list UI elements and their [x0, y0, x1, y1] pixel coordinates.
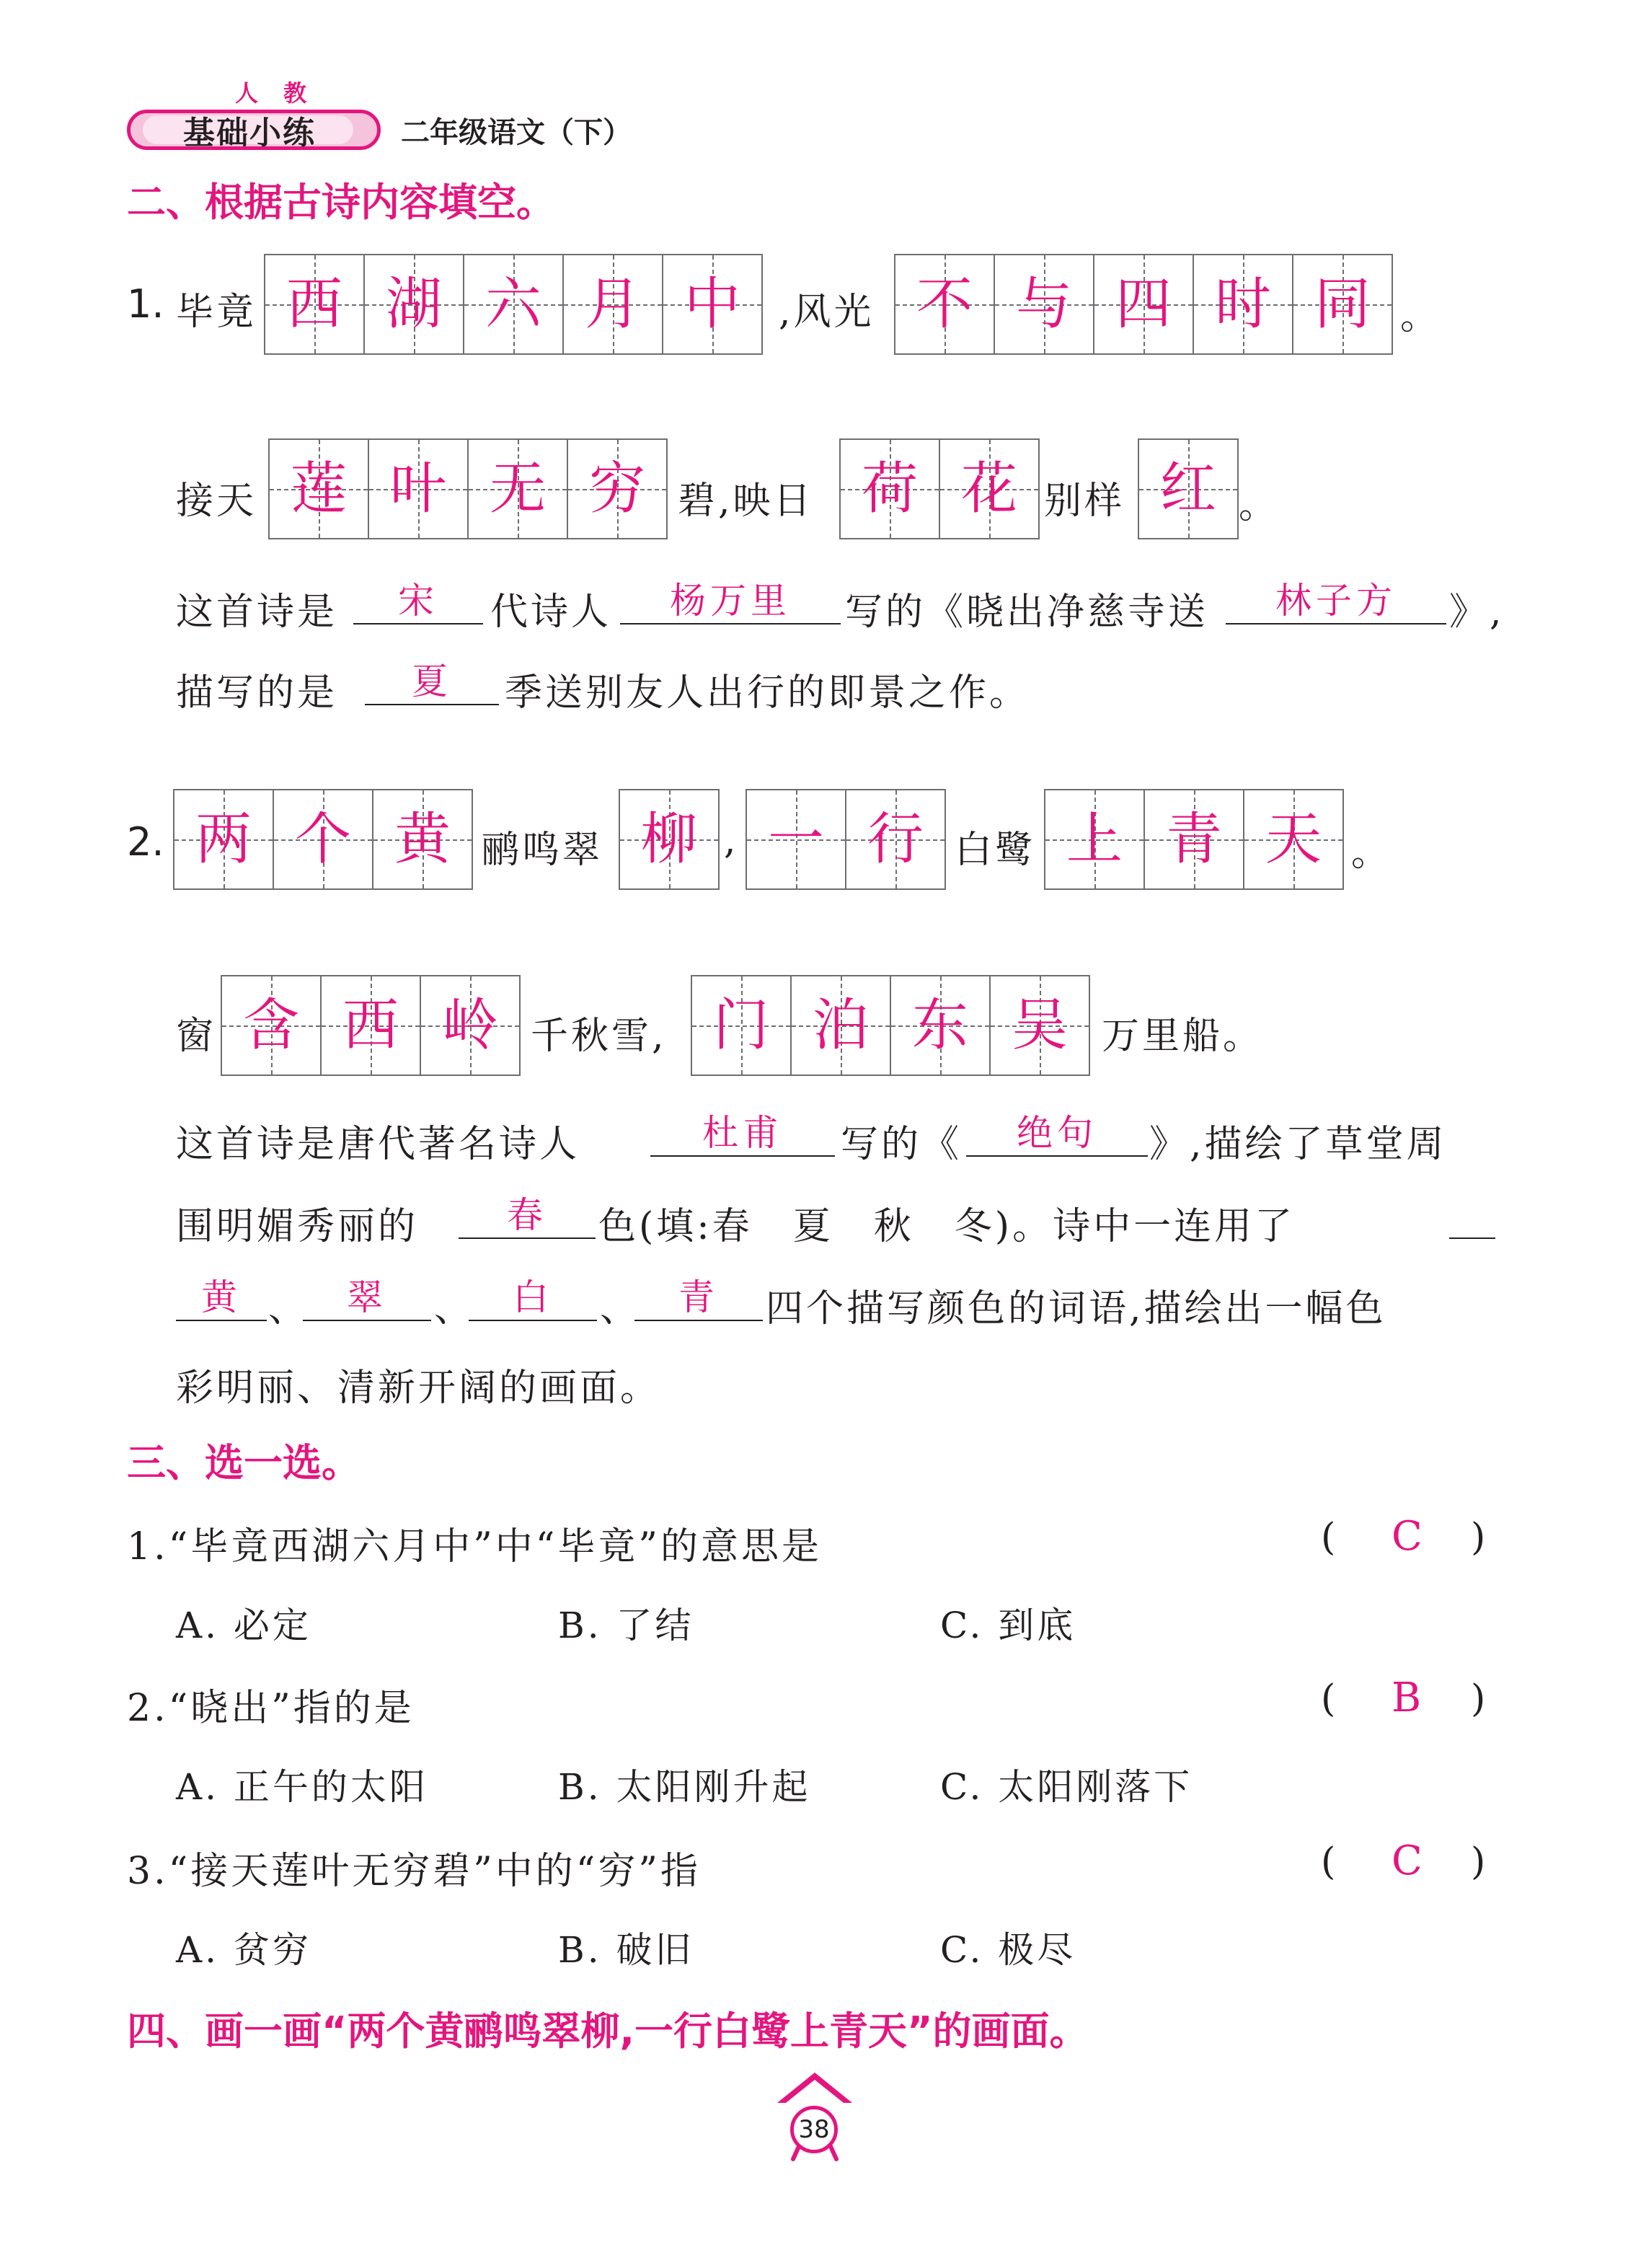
q2-grid4: [1044, 789, 1344, 890]
paren-close: ): [1471, 1516, 1486, 1559]
grid-cell: 花: [939, 438, 1040, 539]
grid-cell: 上: [1044, 789, 1145, 890]
answer-3: C: [1392, 1837, 1423, 1884]
q1-number: 1.: [127, 281, 164, 327]
q1-mid3: 别样: [1044, 480, 1125, 523]
option-3b: B. 破旧: [558, 1929, 694, 1971]
grid-cell: 荷: [839, 438, 940, 539]
grid-cell: 西: [264, 254, 365, 355]
option-2b: B. 太阳刚升起: [558, 1766, 811, 1808]
series-title: 基础小练: [183, 115, 316, 151]
question-2: 2.“晓出”指的是: [127, 1687, 415, 1730]
grid-cell: 吴: [989, 975, 1090, 1076]
grid-cell: 个: [273, 789, 373, 890]
grid-cell: 西: [320, 975, 421, 1076]
q2-comma: ,: [724, 819, 739, 862]
color-answer-3: 白: [469, 1275, 597, 1321]
q2-number: 2.: [127, 819, 164, 865]
q1-grid2: [894, 254, 1393, 355]
section2-title: 二、根据古诗内容填空。: [127, 180, 555, 225]
q2-s5: 色(填:春 夏 秋 冬)。诗中一连用了: [598, 1205, 1296, 1248]
color-sep-1: 、: [268, 1287, 309, 1331]
page-number: 38: [790, 2106, 838, 2153]
q2-s2: 写的《: [841, 1123, 963, 1166]
paren-open: (: [1321, 1677, 1336, 1721]
color-answer-1: 黄: [176, 1275, 267, 1321]
q1-grid3: [268, 438, 668, 539]
option-2c: C. 太阳刚落下: [940, 1766, 1193, 1808]
grid-cell: 与: [994, 254, 1094, 355]
grid-cell: 六: [463, 254, 564, 355]
q2-poet-answer: 杜甫: [650, 1111, 835, 1157]
grid-cell: 东: [890, 975, 991, 1076]
q2-mid1: 鹂鸣翠: [482, 829, 603, 872]
q1-mid1: ,风光: [779, 291, 875, 334]
q2-color-blank-start: [1449, 1193, 1495, 1239]
q2-title-answer: 绝句: [966, 1111, 1148, 1157]
answer-1: C: [1392, 1513, 1423, 1560]
grid-cell: 柳: [619, 789, 720, 890]
q1-grid4: [839, 438, 1040, 539]
dynasty-answer: 宋: [353, 578, 483, 625]
q2-grid6: [691, 975, 1090, 1076]
q2-prefix2: 窗: [176, 1015, 217, 1058]
q1-s6: 季送别友人出行的即景之作。: [505, 671, 1030, 715]
q2-grid5: [221, 975, 521, 1076]
grid-cell: 两: [173, 789, 274, 890]
q1-grid5: [1138, 438, 1239, 539]
q2-s6: 四个描写颜色的词语,描绘出一幅色: [766, 1287, 1386, 1331]
grid-cell: 含: [221, 975, 322, 1076]
grid-cell: 天: [1243, 789, 1344, 890]
grid-cell: 同: [1292, 254, 1393, 355]
q1-prefix: 毕竟: [176, 291, 257, 334]
paren-open: (: [1321, 1516, 1336, 1559]
q1-s2: 代诗人: [490, 591, 612, 634]
grid-cell: 穷: [567, 438, 668, 539]
section4-title: 四、画一画“两个黄鹂鸣翠柳,一行白鹭上青天”的画面。: [127, 2008, 1089, 2054]
q2-grid3: [746, 789, 946, 890]
color-answer-2: 翠: [303, 1275, 431, 1321]
grid-cell: 月: [562, 254, 663, 355]
question-3: 3.“接天莲叶无穷碧”中的“穷”指: [127, 1850, 701, 1893]
q2-s7: 彩明丽、清新开阔的画面。: [176, 1367, 661, 1410]
grid-cell: 黄: [372, 789, 473, 890]
color-sep-2: 、: [434, 1287, 475, 1331]
poet-answer: 杨万里: [620, 578, 841, 625]
grid-cell: 叶: [368, 438, 469, 539]
grid-cell: 四: [1093, 254, 1194, 355]
option-1a: A. 必定: [176, 1605, 311, 1646]
q1-s4: 》,: [1449, 591, 1505, 634]
grid-cell: 中: [662, 254, 763, 355]
grid-cell: 时: [1193, 254, 1293, 355]
answer-2: B: [1392, 1674, 1422, 1721]
grid-cell: 不: [894, 254, 995, 355]
season-answer: 夏: [365, 659, 499, 705]
paren-close: ): [1471, 1677, 1486, 1721]
q1-grid1: [264, 254, 763, 355]
q1-s1: 这首诗是: [176, 591, 338, 634]
q2-end1: 。: [1351, 831, 1392, 875]
grid-cell: 泊: [790, 975, 891, 1076]
subject-label: 二年级语文（下）: [401, 116, 632, 149]
publisher-label: 人 教: [235, 79, 316, 107]
grid-cell: 湖: [363, 254, 464, 355]
section3-title: 三、选一选。: [127, 1440, 360, 1486]
question-1: 1.“毕竟西湖六月中”中“毕竟”的意思是: [127, 1525, 822, 1568]
grid-cell: 青: [1143, 789, 1244, 890]
option-2a: A. 正午的太阳: [176, 1766, 428, 1808]
q2-s1: 这首诗是唐代著名诗人: [176, 1123, 580, 1166]
option-3a: A. 贫穷: [176, 1929, 311, 1971]
q2-s3: 》,描绘了草堂周: [1149, 1123, 1447, 1166]
grid-cell: 行: [845, 789, 946, 890]
q2-season-answer: 春: [459, 1193, 596, 1239]
grid-cell: 门: [691, 975, 792, 1076]
grid-cell: 莲: [268, 438, 369, 539]
q1-end2: 。: [1239, 484, 1280, 527]
q1-s3: 写的《晓出净慈寺送: [845, 591, 1209, 634]
q1-mid2: 碧,映日: [678, 480, 814, 523]
friend-answer: 林子方: [1226, 578, 1446, 625]
q2-s4: 围明媚秀丽的: [176, 1205, 419, 1248]
paren-open: (: [1321, 1840, 1336, 1884]
q2-grid2: [619, 789, 720, 890]
grid-cell: 岭: [420, 975, 521, 1076]
grid-cell: 无: [467, 438, 568, 539]
option-1c: C. 到底: [940, 1605, 1076, 1646]
grid-cell: 红: [1138, 438, 1239, 539]
q2-end2: 万里船。: [1102, 1015, 1264, 1058]
q1-prefix2: 接天: [176, 480, 257, 523]
q2-mid3: 千秋雪,: [531, 1015, 667, 1058]
q1-end1: 。: [1400, 295, 1441, 338]
color-sep-3: 、: [600, 1287, 641, 1331]
paren-close: ): [1471, 1840, 1486, 1884]
q2-grid1: [173, 789, 473, 890]
option-1b: B. 了结: [558, 1605, 694, 1646]
q2-mid2: 白鹭: [955, 829, 1036, 872]
option-3c: C. 极尽: [940, 1929, 1076, 1971]
color-answer-4: 青: [634, 1275, 763, 1321]
q1-s5: 描写的是: [176, 671, 338, 715]
grid-cell: 一: [746, 789, 846, 890]
